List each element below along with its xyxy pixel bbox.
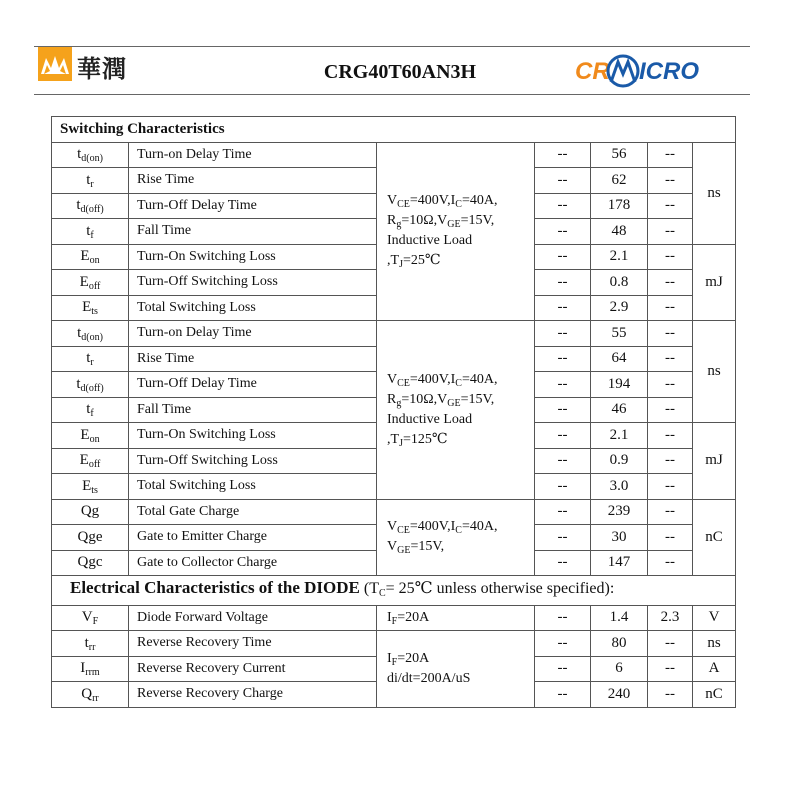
symbol-cell: $t_f$ [52, 397, 129, 423]
section-header-row [52, 117, 736, 143]
max-cell: -- [648, 474, 693, 500]
typ-cell: 2.9 [591, 295, 648, 321]
max-cell: -- [648, 321, 693, 347]
header-top-rule [34, 46, 750, 47]
typ-cell: 48 [591, 219, 648, 245]
parameter-cell: Reverse Recovery Charge [129, 682, 377, 708]
typ-cell: 147 [591, 550, 648, 576]
recovery-test-condition: $I_F=20A$ di/dt=200A/uS [377, 631, 535, 708]
typ-cell: 46 [591, 397, 648, 423]
parameter-cell: Rise Time [129, 346, 377, 372]
typ-cell: 3.0 [591, 474, 648, 500]
typ-cell: 80 [591, 631, 648, 657]
parameter-cell: Gate to Collector Charge [129, 550, 377, 576]
crmicro-logo [575, 52, 735, 92]
parameter-cell: Turn-Off Delay Time [129, 193, 377, 219]
min-cell: -- [535, 219, 591, 245]
max-cell: -- [648, 193, 693, 219]
max-cell: -- [648, 244, 693, 270]
typ-cell: 55 [591, 321, 648, 347]
typ-cell: 0.8 [591, 270, 648, 296]
symbol-cell: $E_{on}$ [52, 423, 129, 449]
unit-cell: nC [693, 682, 736, 708]
max-cell: -- [648, 295, 693, 321]
max-cell: -- [648, 423, 693, 449]
svg-text:ICRO: ICRO [639, 58, 699, 85]
typ-cell: 6 [591, 656, 648, 682]
diode-section-title: Electrical Characteristics of the DIODE ($T_C=$ 25℃ unless otherwise specified): [52, 576, 736, 606]
unit-cell: ns [693, 321, 736, 423]
unit-cell: ns [693, 631, 736, 657]
typ-cell: 0.9 [591, 448, 648, 474]
typ-cell: 1.4 [591, 605, 648, 631]
max-cell: -- [648, 397, 693, 423]
typ-cell: 2.1 [591, 423, 648, 449]
min-cell: -- [535, 295, 591, 321]
min-cell: -- [535, 631, 591, 657]
brand-cn-text: 華潤 [77, 55, 127, 83]
max-cell: -- [648, 631, 693, 657]
symbol-cell: $E_{ts}$ [52, 474, 129, 500]
min-cell: -- [535, 682, 591, 708]
parameter-cell: Turn-On Switching Loss [129, 244, 377, 270]
gate-test-condition: $V_{CE}=400V,I_C=40A$, $V_{GE}=15V$, [377, 499, 535, 576]
max-cell: -- [648, 448, 693, 474]
min-cell: -- [535, 142, 591, 168]
max-cell: -- [648, 142, 693, 168]
symbol-cell: $E_{off}$ [52, 270, 129, 296]
symbol-cell: Qg [52, 499, 129, 525]
max-cell: -- [648, 550, 693, 576]
crmicro-logo-icon [575, 52, 735, 92]
min-cell: -- [535, 346, 591, 372]
vf-test-condition: $I_F=20A$ [377, 605, 535, 631]
section-title: Switching Characteristics [52, 117, 736, 143]
group2-test-condition: $V_{CE}=400V,I_C=40A$, $R_g=10\Omega,V_{GE}=15V$, Inductive Load $,T_J=125℃$ [377, 321, 535, 500]
symbol-cell: $t_r$ [52, 346, 129, 372]
max-cell: -- [648, 270, 693, 296]
symbol-cell: $t_{d(on)}$ [52, 321, 129, 347]
svg-text:CR: CR [575, 58, 610, 85]
min-cell: -- [535, 244, 591, 270]
document-title: CRG40T60AN3H [323, 61, 477, 83]
symbol-cell: Qgc [52, 550, 129, 576]
symbol-cell: $t_{d(on)}$ [52, 142, 129, 168]
unit-cell: nC [693, 499, 736, 576]
parameter-cell: Turn-Off Switching Loss [129, 270, 377, 296]
parameter-cell: Reverse Recovery Time [129, 631, 377, 657]
parameter-cell: Gate to Emitter Charge [129, 525, 377, 551]
max-cell: -- [648, 168, 693, 194]
min-cell: -- [535, 448, 591, 474]
max-cell: -- [648, 499, 693, 525]
typ-cell: 30 [591, 525, 648, 551]
typ-cell: 2.1 [591, 244, 648, 270]
min-cell: -- [535, 372, 591, 398]
typ-cell: 178 [591, 193, 648, 219]
min-cell: -- [535, 605, 591, 631]
parameter-cell: Turn-Off Switching Loss [129, 448, 377, 474]
max-cell: -- [648, 525, 693, 551]
symbol-cell: $t_f$ [52, 219, 129, 245]
symbol-cell: $t_{d(off)}$ [52, 193, 129, 219]
min-cell: -- [535, 656, 591, 682]
diode-section-header-row [52, 576, 736, 606]
table-row [52, 631, 736, 657]
min-cell: -- [535, 499, 591, 525]
max-cell: -- [648, 682, 693, 708]
switching-characteristics-table [51, 116, 736, 708]
min-cell: -- [535, 397, 591, 423]
max-cell: -- [648, 372, 693, 398]
min-cell: -- [535, 270, 591, 296]
parameter-cell: Diode Forward Voltage [129, 605, 377, 631]
max-cell: -- [648, 219, 693, 245]
table-row [52, 321, 736, 347]
unit-cell: mJ [693, 244, 736, 321]
parameter-cell: Total Switching Loss [129, 474, 377, 500]
min-cell: -- [535, 321, 591, 347]
typ-cell: 240 [591, 682, 648, 708]
parameter-cell: Fall Time [129, 219, 377, 245]
unit-cell: V [693, 605, 736, 631]
parameter-cell: Reverse Recovery Current [129, 656, 377, 682]
typ-cell: 194 [591, 372, 648, 398]
max-cell: 2.3 [648, 605, 693, 631]
min-cell: -- [535, 525, 591, 551]
group1-test-condition: $V_{CE}=400V,I_C=40A$, $R_g=10\Omega,V_{GE}=15V$, Inductive Load $,T_J=25℃$ [377, 142, 535, 321]
table-row [52, 499, 736, 525]
parameter-cell: Fall Time [129, 397, 377, 423]
max-cell: -- [648, 346, 693, 372]
parameter-cell: Turn-Off Delay Time [129, 372, 377, 398]
symbol-cell: Qge [52, 525, 129, 551]
symbol-cell: $I_{rrm}$ [52, 656, 129, 682]
parameter-cell: Total Switching Loss [129, 295, 377, 321]
symbol-cell: $t_{rr}$ [52, 631, 129, 657]
min-cell: -- [535, 474, 591, 500]
min-cell: -- [535, 168, 591, 194]
max-cell: -- [648, 656, 693, 682]
unit-cell: ns [693, 142, 736, 244]
symbol-cell: $E_{ts}$ [52, 295, 129, 321]
symbol-cell: $E_{off}$ [52, 448, 129, 474]
typ-cell: 64 [591, 346, 648, 372]
min-cell: -- [535, 423, 591, 449]
unit-cell: A [693, 656, 736, 682]
unit-cell: mJ [693, 423, 736, 500]
symbol-cell: $E_{on}$ [52, 244, 129, 270]
symbol-cell: $t_{d(off)}$ [52, 372, 129, 398]
parameter-cell: Turn-On Switching Loss [129, 423, 377, 449]
typ-cell: 56 [591, 142, 648, 168]
symbol-cell: $t_r$ [52, 168, 129, 194]
parameter-cell: Total Gate Charge [129, 499, 377, 525]
min-cell: -- [535, 550, 591, 576]
parameter-cell: Turn-on Delay Time [129, 142, 377, 168]
parameter-cell: Turn-on Delay Time [129, 321, 377, 347]
typ-cell: 239 [591, 499, 648, 525]
symbol-cell: $Q_{rr}$ [52, 682, 129, 708]
symbol-cell: $V_F$ [52, 605, 129, 631]
typ-cell: 62 [591, 168, 648, 194]
min-cell: -- [535, 193, 591, 219]
table-row [52, 142, 736, 168]
table-row [52, 605, 736, 631]
parameter-cell: Rise Time [129, 168, 377, 194]
header-bottom-rule [34, 94, 750, 95]
